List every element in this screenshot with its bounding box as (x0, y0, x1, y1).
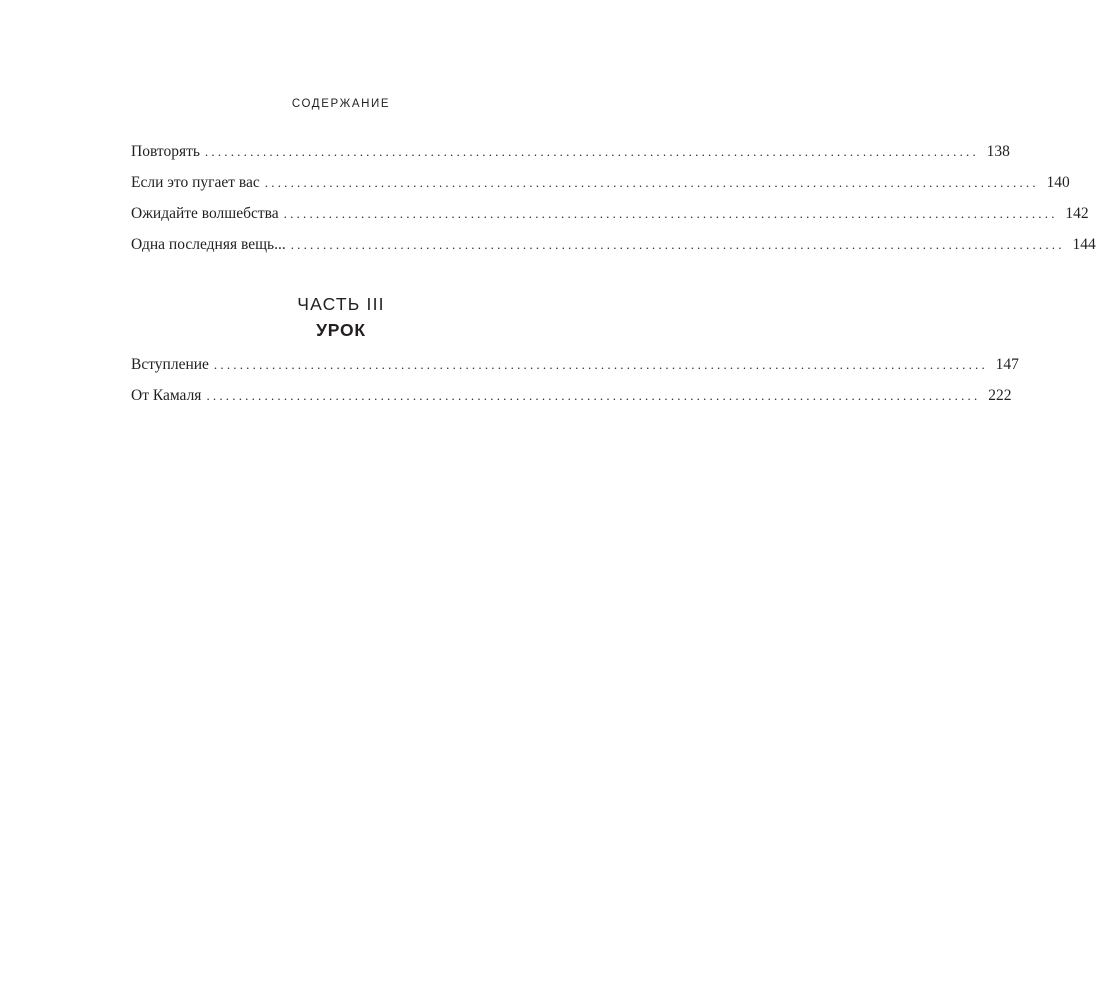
toc-leader-dots: ........................................................................................................................ (283, 206, 1058, 221)
toc-entry-title: Повторять (131, 143, 200, 160)
toc-entry-title: От Камаля (131, 387, 202, 404)
toc-leader-dots: ........................................................................................................................ (206, 388, 981, 403)
part-label: ЧАСТЬ III (297, 294, 385, 314)
toc-entry-title: Ожидайте волшебства (131, 205, 279, 222)
toc-leader-dots: ........................................................................................................................ (290, 237, 1065, 252)
toc-leader-dots: ........................................................................................................................ (204, 144, 979, 159)
toc-entry-page: 138 (986, 143, 1010, 160)
toc-entry-page: 222 (988, 387, 1012, 404)
toc-entry-page: 147 (995, 356, 1019, 373)
toc-entry (131, 172, 1070, 203)
toc-entry (131, 141, 1010, 172)
toc-entry (131, 354, 1019, 385)
toc-entry-title: Вступление (131, 356, 209, 373)
toc-entry-page: 140 (1046, 174, 1070, 191)
toc-entry (131, 203, 1089, 234)
toc-leader-dots: ........................................................................................................................ (213, 357, 988, 372)
toc-entry-title: Одна последняя вещь... (131, 236, 286, 253)
toc-group-1 (131, 141, 1096, 265)
toc-entry-page: 142 (1065, 205, 1089, 222)
toc-entry (131, 385, 1012, 416)
part-title: УРОК (316, 320, 366, 340)
running-head: СОДЕРЖАНИЕ (291, 98, 391, 110)
toc-entry-page: 144 (1072, 236, 1096, 253)
toc-group-2 (131, 354, 1019, 416)
toc-entry-title: Если это пугает вас (131, 174, 260, 191)
toc-entry (131, 234, 1096, 265)
toc-leader-dots: ........................................................................................................................ (264, 175, 1039, 190)
